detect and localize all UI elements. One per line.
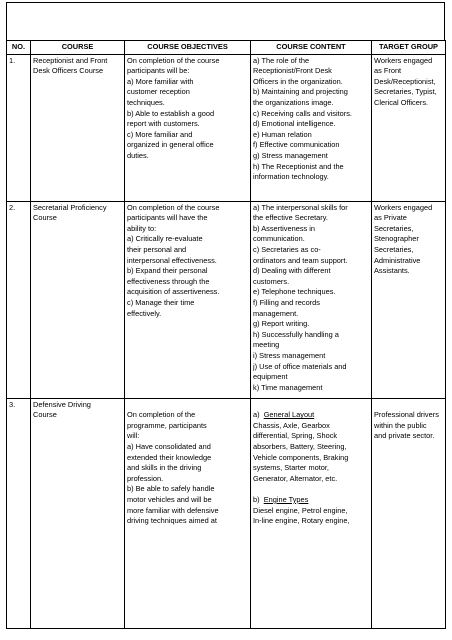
text-line: participants will be: (127, 66, 190, 76)
text-line: g) Stress management (253, 150, 328, 160)
text-line: b) Assertiveness in (253, 223, 316, 233)
text-line: a) Have consolidated and (127, 441, 211, 451)
text-line: Vehicle components, Braking (253, 452, 349, 462)
text-line: j) Use of office materials and (253, 361, 347, 371)
col-header-content: COURSE CONTENT (251, 41, 372, 55)
text-line: more familiar with defensive (127, 505, 219, 515)
text-line: acquisition of assertiveness. (127, 287, 220, 297)
col-header-target: TARGET GROUP (372, 41, 446, 55)
table-row (7, 398, 446, 628)
text-line: Workers engaged (374, 202, 433, 212)
text-line: On completion of the course (127, 202, 220, 212)
header-box (6, 2, 445, 40)
target-group (372, 54, 446, 201)
text-line: duties. (127, 150, 149, 160)
text-line: c) Secretaries as co- (253, 244, 321, 254)
text-line: programme, participants (127, 420, 207, 430)
text-line: meeting (253, 340, 280, 350)
text-line: h) The Receptionist and the (253, 161, 344, 171)
text-line: their personal and (127, 244, 187, 254)
text-line: Administrative (374, 255, 421, 265)
text-line: On completion of the course (127, 55, 220, 65)
text-line: within the public (374, 420, 427, 430)
row-number: 2. (7, 201, 31, 398)
text-line: Clerical Officers. (374, 97, 429, 107)
text-line: Receptionist and Front (33, 55, 108, 65)
target-group (372, 201, 446, 398)
text-line: equipment (253, 372, 288, 382)
text-line: d) Emotional intelligence. (253, 119, 336, 129)
text-line: Chassis, Axle, Gearbox (253, 420, 330, 430)
text-line: absorbers, Battery, Steering, (253, 441, 347, 451)
course-content (251, 201, 372, 398)
text-line: b) Expand their personal (127, 266, 208, 276)
course-content (251, 398, 372, 628)
table-row (7, 201, 446, 398)
course-name (31, 54, 125, 201)
text-line: Secretaries, (374, 244, 414, 254)
spacer (253, 400, 369, 411)
text-line: techniques. (127, 97, 165, 107)
text-line: d) Dealing with different (253, 266, 331, 276)
text-line: systems, Starter motor, (253, 463, 329, 473)
text-line: participants will have the (127, 213, 208, 223)
text-line: communication. (253, 234, 305, 244)
text-line: b) Be able to safely handle (127, 484, 215, 494)
text-line: a) Critically re-evaluate (127, 234, 203, 244)
text-line: customers. (253, 276, 290, 286)
text-line: a) More familiar with (127, 76, 194, 86)
course-name (31, 398, 125, 628)
course-objectives (125, 398, 251, 628)
text-line: Receptionist/Front Desk (253, 66, 332, 76)
col-header-no: NO. (7, 41, 31, 55)
text-line: Secretaries, Typist, (374, 87, 437, 97)
text-line: Diesel engine, Petrol engine, (253, 505, 348, 515)
section-title: General Layout (263, 410, 315, 420)
text-line: customer reception (127, 87, 190, 97)
text-line: ordinators and team support. (253, 255, 348, 265)
text-line: Stenographer (374, 234, 419, 244)
text-line: On completion of the (127, 410, 196, 420)
text-line: a) The role of the (253, 55, 310, 65)
text-line: effectively. (127, 308, 162, 318)
text-line: interpersonal effectiveness. (127, 255, 217, 265)
spacer (374, 400, 443, 411)
text-line: and skills in the driving (127, 463, 202, 473)
course-table (6, 40, 446, 629)
text-line: the effective Secretary. (253, 213, 328, 223)
course-objectives (125, 201, 251, 398)
text-line: and private sector. (374, 431, 435, 441)
text-line: c) More familiar and (127, 129, 193, 139)
text-line: management. (253, 308, 299, 318)
text-line: effectiveness through the (127, 276, 210, 286)
text-line: Assistants. (374, 266, 410, 276)
text-line: differential, Spring, Shock (253, 431, 338, 441)
table-row (7, 54, 446, 201)
text-line: Secretaries, (374, 223, 414, 233)
row-number: 3. (7, 398, 31, 628)
header-row (7, 41, 446, 55)
text-line: e) Telephone techniques. (253, 287, 336, 297)
text-line: In-line engine, Rotary engine, (253, 516, 350, 526)
text-line: e) Human relation (253, 129, 312, 139)
text-line: Professional drivers (374, 410, 439, 420)
text-line: Secretarial Proficiency (33, 202, 107, 212)
text-line: report with customers. (127, 119, 200, 129)
course-content (251, 54, 372, 201)
text-line: extended their knowledge (127, 452, 212, 462)
text-line: f) Filling and records (253, 297, 320, 307)
text-line: Course (33, 410, 57, 420)
item-prefix: a) (253, 410, 264, 420)
text-line: b) Able to establish a good (127, 108, 215, 118)
spacer (127, 400, 248, 411)
text-line: will: (127, 431, 140, 441)
course-name (31, 201, 125, 398)
text-line: k) Time management (253, 382, 323, 392)
section-heading (253, 495, 369, 506)
text-line: Course (33, 213, 57, 223)
text-line: h) Successfully handling a (253, 329, 339, 339)
row-number: 1. (7, 54, 31, 201)
text-line: g) Report writing. (253, 319, 310, 329)
text-line: a) The interpersonal skills for (253, 202, 348, 212)
text-line: organized in general office (127, 140, 214, 150)
text-line: Workers engaged (374, 55, 433, 65)
text-line: Desk Officers Course (33, 66, 104, 76)
text-line: the organizations image. (253, 97, 334, 107)
text-line: c) Manage their time (127, 297, 195, 307)
text-line: ability to: (127, 223, 157, 233)
text-line: b) Maintaining and projecting (253, 87, 348, 97)
text-line: f) Effective communication (253, 140, 340, 150)
text-line: as Private (374, 213, 407, 223)
text-line: i) Stress management (253, 350, 326, 360)
col-header-objectives: COURSE OBJECTIVES (125, 41, 251, 55)
text-line: Generator, Alternator, etc. (253, 473, 338, 483)
target-group (372, 398, 446, 628)
section-heading (253, 410, 369, 421)
text-line: information technology. (253, 172, 329, 182)
text-line: Officers in the organization. (253, 76, 343, 86)
section-title: Engine Types (263, 494, 309, 504)
col-header-course: COURSE (31, 41, 125, 55)
course-objectives (125, 54, 251, 201)
text-line: driving techniques aimed at (127, 516, 217, 526)
text-line: Desk/Receptionist, (374, 76, 436, 86)
text-line: c) Receiving calls and visitors. (253, 108, 352, 118)
spacer (253, 484, 369, 495)
item-prefix: b) (253, 494, 264, 504)
text-line: profession. (127, 473, 164, 483)
text-line: Defensive Driving (33, 399, 91, 409)
text-line: motor vehicles and will be (127, 494, 212, 504)
text-line: as Front (374, 66, 402, 76)
